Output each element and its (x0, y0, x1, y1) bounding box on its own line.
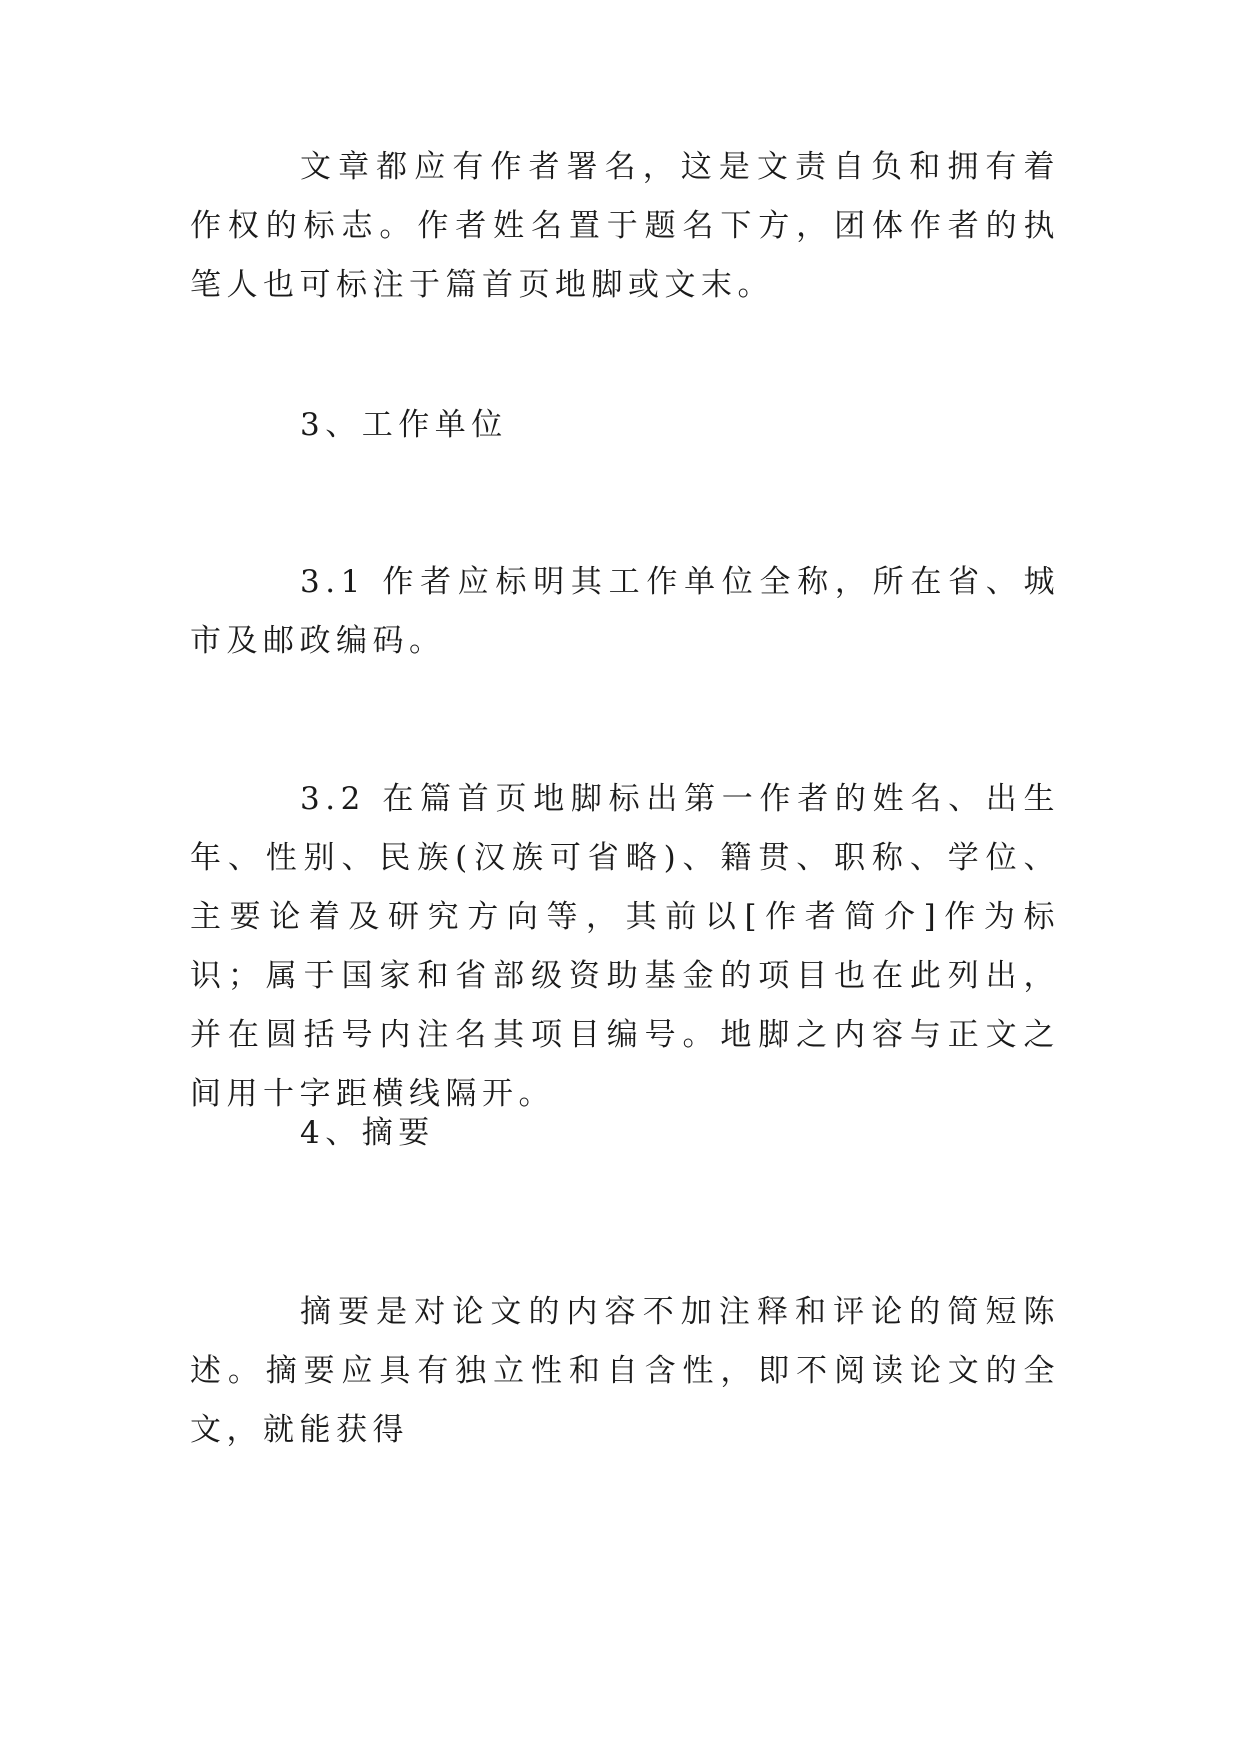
paragraph-3-1-work-unit: 3.1 作者应标明其工作单位全称，所在省、城市及邮政编码。 (190, 564, 1060, 659)
paragraph-abstract-definition: 摘要是对论文的内容不加注释和评论的简短陈述。摘要应具有独立性和自含性，即不阅读论文的全文，就能获得 (190, 1294, 1060, 1448)
paragraph-author-signature: 文章都应有作者署名，这是文责自负和拥有着作权的标志。作者姓名置于题名下方，团体作者的执笔人也可标注于篇首页地脚或文末。 (190, 149, 1060, 303)
section-heading-work-unit: 3、工作单位 (300, 407, 508, 443)
paragraph-3-2-author-footnote: 3.2 在篇首页地脚标出第一作者的姓名、出生年、性别、民族(汉族可省略)、籍贯、职称、学位、主要论着及研究方向等，其前以[作者简介]作为标识；属于国家和省部级资助基金的项目也在此列出，并在圆括号内注名其项目编号。地脚之内容与正文之间用十字距横线隔开。 (190, 781, 1060, 1112)
section-heading-abstract: 4、摘要 (300, 1115, 435, 1151)
